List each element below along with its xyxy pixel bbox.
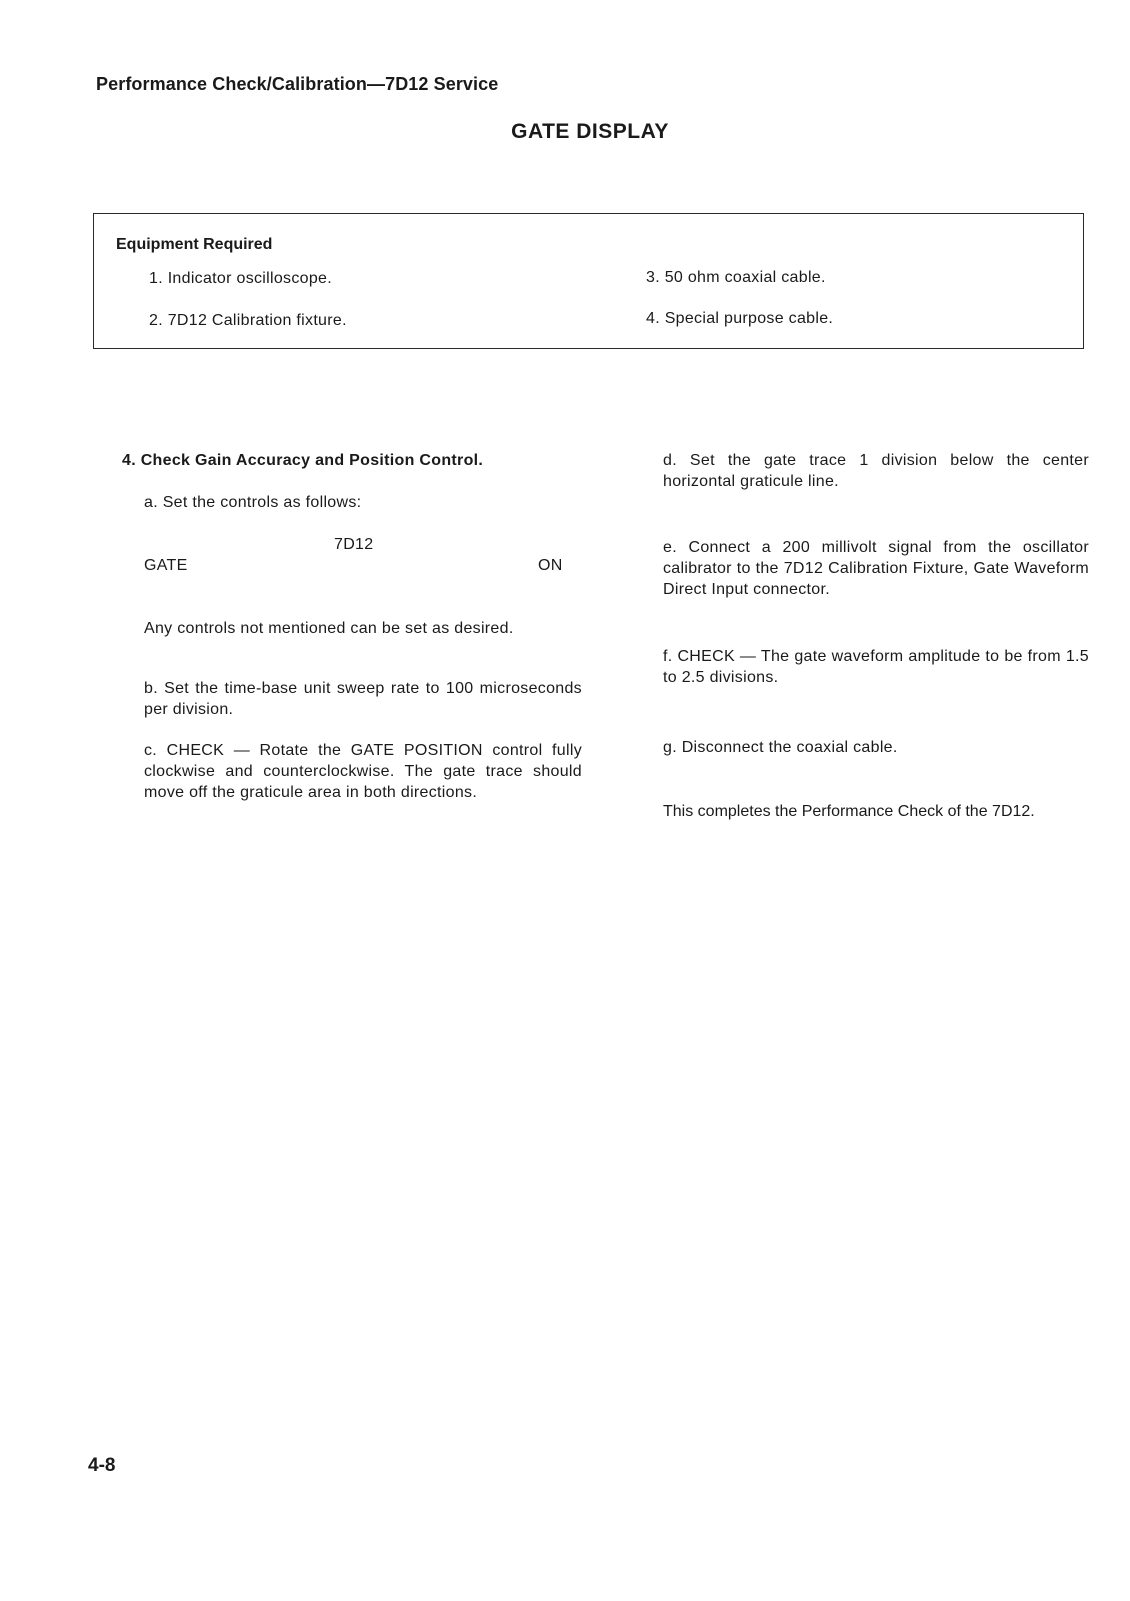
equipment-required-box <box>93 213 1084 349</box>
closing-statement: This completes the Performance Check of the 7D12. <box>663 803 1035 820</box>
equipment-item: 2. 7D12 Calibration fixture. <box>149 312 347 329</box>
step-g: g. Disconnect the coaxial cable. <box>663 739 898 756</box>
step-heading: 4. Check Gain Accuracy and Position Control. <box>122 452 484 469</box>
step-b: b. Set the time-base unit sweep rate to 100 microseconds per division. <box>144 680 582 718</box>
note: Any controls not mentioned can be set as desired. <box>144 620 514 637</box>
equipment-item: 4. Special purpose cable. <box>646 310 834 327</box>
left-column <box>122 450 582 840</box>
equipment-heading: Equipment Required <box>116 236 273 253</box>
page-number: 4-8 <box>88 1455 116 1476</box>
section-title: GATE DISPLAY <box>511 120 669 143</box>
control-name: GATE <box>144 557 188 574</box>
running-head: Performance Check/Calibration—7D12 Service <box>96 74 499 94</box>
right-column <box>663 450 1089 830</box>
step-f: f. CHECK — The gate waveform amplitude to be from 1.5 to 2.5 divisions. <box>663 648 1089 686</box>
control-table-header: 7D12 <box>334 536 374 553</box>
control-setting: ON <box>538 557 563 574</box>
step-e: e. Connect a 200 millivolt signal from the oscillator calibrator to the 7D12 Calibration Fixture, Gate Waveform Direct Input connector. <box>663 539 1089 598</box>
equipment-item: 1. Indicator oscilloscope. <box>149 270 333 287</box>
step-c: c. CHECK — Rotate the GATE POSITION control fully clockwise and counterclockwise. The gate trace should move off the graticule area in both directions. <box>144 742 582 801</box>
step-d: d. Set the gate trace 1 division below the center horizontal graticule line. <box>663 452 1089 490</box>
equipment-item: 3. 50 ohm coaxial cable. <box>646 269 826 286</box>
step-a: a. Set the controls as follows: <box>144 494 362 511</box>
